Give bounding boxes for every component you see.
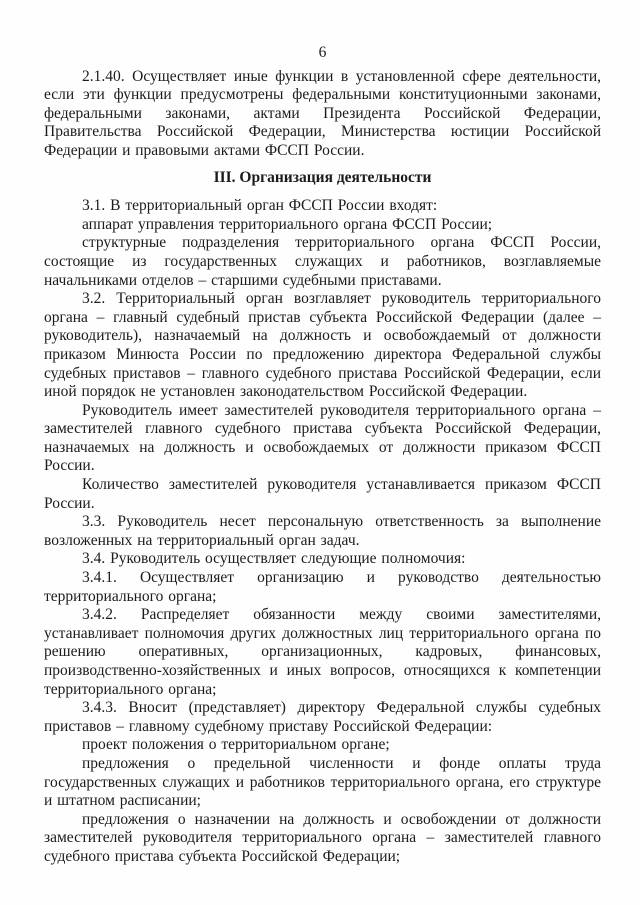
paragraph-deputies-count: Количество заместителей руководителя устанавливается приказом ФССП России. [44,476,601,512]
paragraph-3-4-2: 3.4.2. Распределяет обязанности между своими заместителями, устанавливает полномочия других должностных лиц территориального органа по решению оперативных, организационных, кадровых, финансовых, производственно-хозяйственных и иных вопросов, относящихся к компетенции территориального органа; [44,606,601,698]
paragraph-3-1-item-structural: структурные подразделения территориального органа ФССП России, состоящие из государственных служащих и работников, возглавляемые начальниками отделов – старшими судебными приставами. [44,234,601,289]
paragraph-3-4-3-item-project: проект положения о территориальном органе; [82,736,390,754]
section-heading: III. Организация деятельности [213,168,432,186]
paragraph-3-4-1: 3.4.1. Осуществляет организацию и руководство деятельностью территориального органа; [44,569,601,605]
paragraph-3-3: 3.3. Руководитель несет персональную ответственность за выполнение возложенных на территориальный орган задач. [44,513,601,549]
paragraph-3-4-3-item-staffing: предложения о предельной численности и фонде оплаты труда государственных служащих и работников территориального органа, его структуре и штатном расписании; [44,754,601,810]
page-number: 6 [318,44,327,61]
paragraph-3-4: 3.4. Руководитель осуществляет следующие полномочия: [82,550,466,568]
paragraph-3-1: 3.1. В территориальный орган ФССП России входят: [82,197,438,215]
paragraph-deputies: Руководитель имеет заместителей руководителя территориального органа – заместителей главного судебного пристава субъекта Российской Федерации, назначаемых на должность и освобождаемых от должности приказом ФССП России. [44,401,601,475]
paragraph-3-2: 3.2. Территориальный орган возглавляет руководитель территориального органа – главный судебный пристав субъекта Российской Федерации (далее – руководитель), назначаемый на должность и освобождаемый от должности приказом Минюста России по предложению директора Федеральной службы судебных приставов – главного судебного пристава Российской Федерации, если иной порядок не установлен законодательством Российской Федерации. [44,290,601,401]
paragraph-3-1-item-apparat: аппарат управления территориального органа ФССП России; [82,215,493,233]
paragraph-3-4-3-item-appointments: предложения о назначении на должность и освобождении от должности заместителей руководителя территориального органа – заместителей главного судебного пристава субъекта Российской Федерации; [44,810,601,865]
paragraph-2-1-40: 2.1.40. Осуществляет иные функции в установленной сфере деятельности, если эти функции предусмотрены федеральными конституционными законами, федеральными законами, актами Президента Российской Федерации, Правительства Российской Федерации, Министерства юстиции Российской Федерации и правовыми актами ФССП России. [44,67,601,159]
paragraph-3-4-3: 3.4.3. Вносит (представляет) директору Федеральной службы судебных приставов – главному судебному приставу Российской Федерации: [44,699,601,735]
